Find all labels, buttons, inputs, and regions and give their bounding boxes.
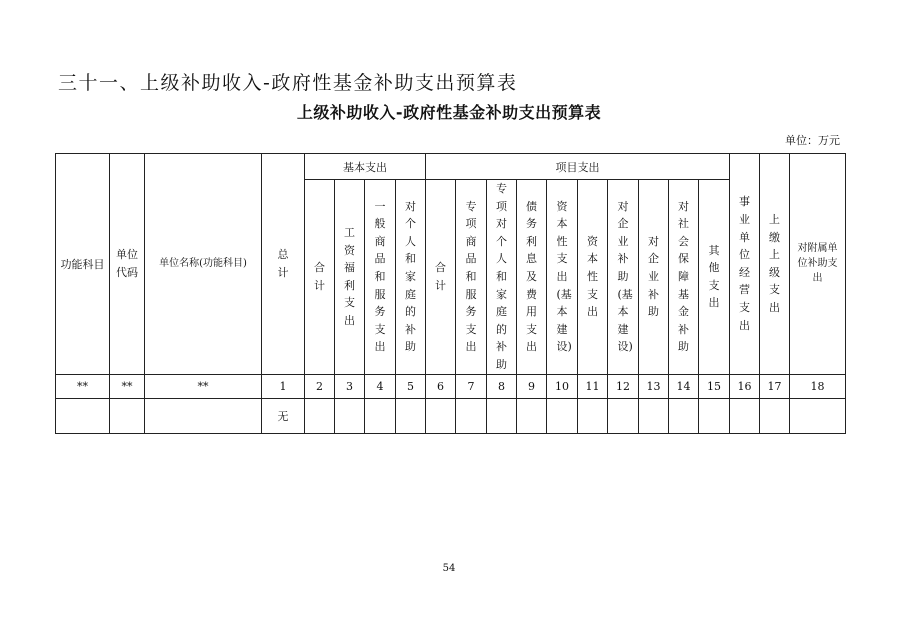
index-cell: 14 (669, 374, 699, 398)
data-cell (335, 398, 365, 433)
data-cell (305, 398, 335, 433)
header-operating: 事业单位经营支出 (730, 154, 760, 375)
table-title: 上级补助收入-政府性基金补助支出预算表 (296, 103, 602, 122)
header-enterprise: 对企业补助 (639, 180, 669, 375)
index-cell: 15 (699, 374, 730, 398)
index-cell: ** (110, 374, 145, 398)
index-cell: 1 (262, 374, 305, 398)
data-cell (578, 398, 608, 433)
index-cell: 12 (608, 374, 639, 398)
header-personal-subsidy: 对个人和家庭的补助 (396, 180, 426, 375)
index-cell: 4 (365, 374, 396, 398)
header-other: 其他支出 (699, 180, 730, 375)
data-cell (639, 398, 669, 433)
header-capital: 资本性支出 (578, 180, 608, 375)
table-row (56, 398, 846, 433)
header-affiliated-subsidy: 对附属单位补助支出 (790, 154, 846, 375)
data-cell (547, 398, 578, 433)
section-heading: 三十一、上级补助收入-政府性基金补助支出预算表 (58, 72, 518, 94)
header-basic-subtotal: 合计 (305, 180, 335, 375)
header-unit-name: 单位名称(功能科目) (145, 154, 262, 375)
index-cell: ** (145, 374, 262, 398)
index-cell: ** (56, 374, 110, 398)
data-cell (56, 398, 110, 433)
data-cell (145, 398, 262, 433)
data-cell (426, 398, 456, 433)
header-unit-code: 单位代码 (110, 154, 145, 375)
index-cell: 10 (547, 374, 578, 398)
index-cell: 6 (426, 374, 456, 398)
index-cell: 2 (305, 374, 335, 398)
data-cell (699, 398, 730, 433)
header-salary: 工资福利支出 (335, 180, 365, 375)
header-capital-basic: 资本性支出(基本建设) (547, 180, 578, 375)
header-goods-services: 一般商品和服务支出 (365, 180, 396, 375)
index-cell: 3 (335, 374, 365, 398)
data-cell (456, 398, 487, 433)
index-cell: 7 (456, 374, 487, 398)
index-cell: 13 (639, 374, 669, 398)
header-basic-group: 基本支出 (305, 154, 426, 180)
data-cell (608, 398, 639, 433)
data-cell (517, 398, 547, 433)
index-cell: 16 (730, 374, 760, 398)
header-project-group: 项目支出 (426, 154, 730, 180)
header-func-subject: 功能科目 (56, 154, 110, 375)
header-social-security-fund: 对社会保障基金补助 (669, 180, 699, 375)
index-cell: 17 (760, 374, 790, 398)
header-enterprise-basic: 对企业补助(基本建设) (608, 180, 639, 375)
data-cell (396, 398, 426, 433)
data-cell (669, 398, 699, 433)
index-cell: 5 (396, 374, 426, 398)
data-cell (730, 398, 760, 433)
index-row (56, 374, 846, 398)
data-cell (487, 398, 517, 433)
data-cell: 无 (262, 398, 305, 433)
header-special-personal: 专项对个人和家庭的补助 (487, 180, 517, 375)
unit-label: 单位：万元 (785, 134, 840, 147)
data-cell (790, 398, 846, 433)
data-cell (110, 398, 145, 433)
header-remit-upper: 上缴上级支出 (760, 154, 790, 375)
data-cell (365, 398, 396, 433)
header-special-goods: 专项商品和服务支出 (456, 180, 487, 375)
index-cell: 11 (578, 374, 608, 398)
header-total: 总计 (262, 154, 305, 375)
index-cell: 8 (487, 374, 517, 398)
header-project-subtotal: 合计 (426, 180, 456, 375)
budget-table (55, 153, 846, 434)
index-cell: 18 (790, 374, 846, 398)
header-debt-interest: 债务利息及费用支出 (517, 180, 547, 375)
index-cell: 9 (517, 374, 547, 398)
page-number: 54 (442, 563, 456, 574)
data-cell (760, 398, 790, 433)
